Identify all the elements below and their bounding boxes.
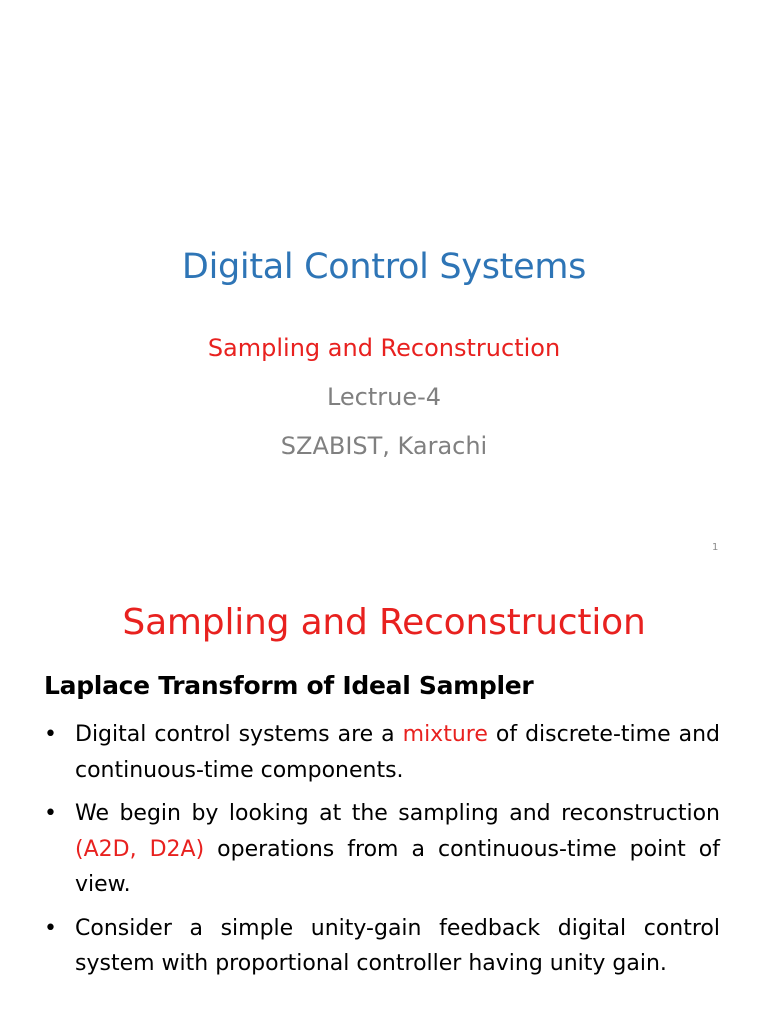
bullet-icon: • (44, 722, 57, 747)
slide-subtitle-institution: SZABIST, Karachi (280, 432, 488, 460)
bullet-highlight: mixture (402, 722, 488, 747)
slide-subtitle-topic: Sampling and Reconstruction (207, 334, 561, 362)
slide-subtitle-lecture: Lectrue-4 (326, 383, 442, 411)
bullet-text: We begin by looking at the sampling and reconstruction (75, 801, 720, 826)
bullet-highlight: (A2D, D2A) (75, 836, 205, 862)
bullet-item (44, 717, 720, 788)
section-heading: Laplace Transform of Ideal Sampler (44, 671, 534, 700)
slide-content (0, 576, 768, 1024)
page-number: 1 (712, 542, 719, 553)
slide-heading: Sampling and Reconstruction (122, 602, 646, 643)
bullet-list (44, 717, 720, 990)
bullet-text: Digital control systems are a (75, 722, 403, 747)
bullet-text-end: operations from a continuous-time point of view. (75, 836, 720, 897)
slide-title-heading: Digital Control Systems (181, 247, 587, 287)
bullet-icon: • (44, 915, 57, 941)
bullet-item (44, 911, 720, 982)
bullet-icon: • (44, 801, 57, 826)
bullet-text: Consider a simple unity-gain feedback digital control system with proportional controller having unity gain. (75, 915, 720, 976)
bullet-item (44, 796, 720, 903)
bullet-text-end: of discrete-time and continuous-time components. (75, 722, 720, 783)
